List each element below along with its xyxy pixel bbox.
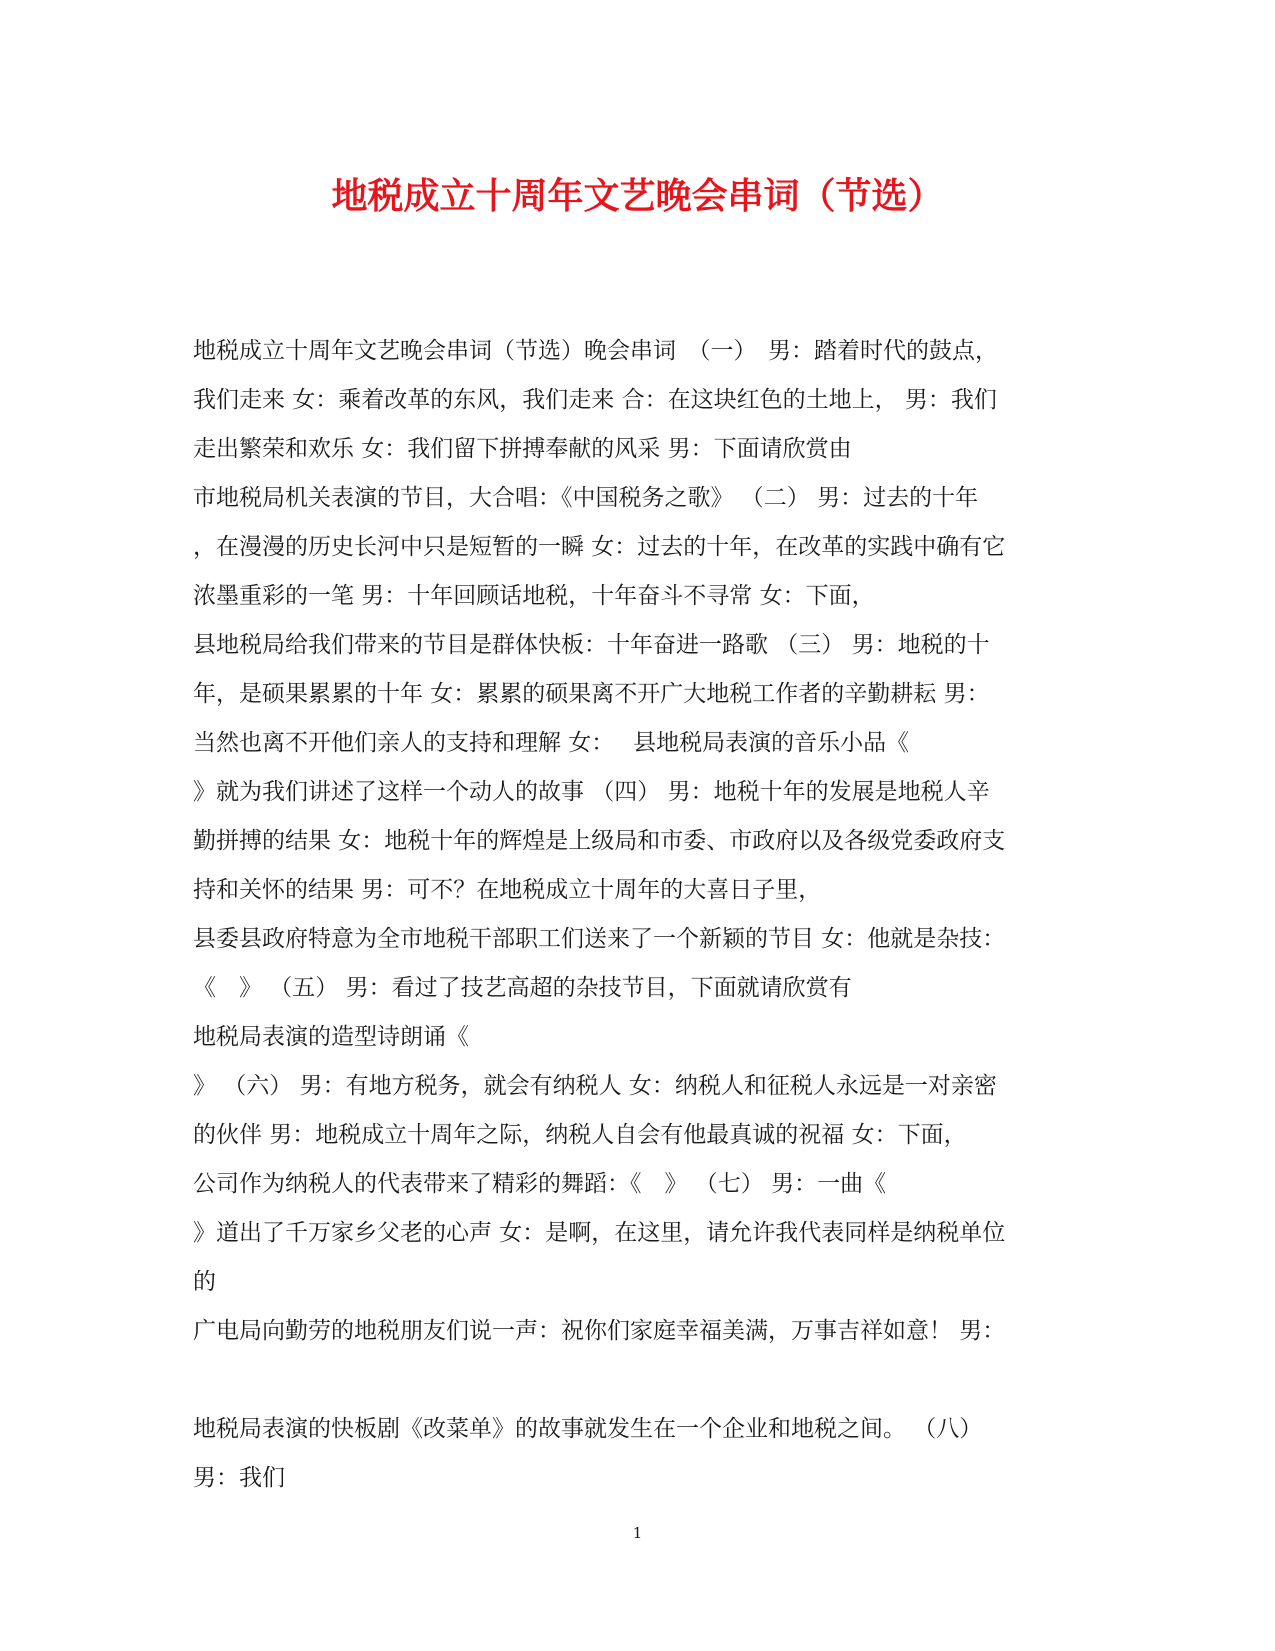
document-title: 地税成立十周年文艺晚会串词（节选） — [331, 175, 944, 217]
document-body — [193, 327, 1093, 1503]
body-line: 勤拼搏的结果 女：地税十年的辉煌是上级局和市委、市政府以及各级党委政府支 — [193, 828, 1006, 854]
body-line: 《 》 （五） 男：看过了技艺高超的杂技节目，下面就请欣赏有 — [193, 975, 852, 1001]
body-line: ，在漫漫的历史长河中只是短暂的一瞬 女：过去的十年，在改革的实践中确有它 — [193, 534, 1006, 560]
body-line: 县地税局给我们带来的节目是群体快板：十年奋进一路歌 （三） 男：地税的十 — [193, 632, 990, 658]
body-line: 的 — [193, 1269, 216, 1295]
body-line: 浓墨重彩的一笔 男：十年回顾话地税，十年奋斗不寻常 女：下面， — [193, 583, 875, 609]
body-line: 县委县政府特意为全市地税干部职工们送来了一个新颖的节目 女：他就是杂技： — [193, 926, 1006, 952]
body-line: 》道出了千万家乡父老的心声 女：是啊，在这里，请允许我代表同样是纳税单位 — [193, 1220, 1006, 1246]
body-line: 市地税局机关表演的节目，大合唱：《中国税务之歌》 （二） 男：过去的十年 — [193, 485, 979, 511]
body-line: 当然也离不开他们亲人的支持和理解 女： 县地税局表演的音乐小品《 — [193, 730, 910, 756]
body-line: 地税局表演的快板剧《改菜单》的故事就发生在一个企业和地税之间。 （八） — [193, 1416, 983, 1442]
body-line: 》 （六） 男：有地方税务，就会有纳税人 女：纳税人和征税人永远是一对亲密 — [193, 1073, 997, 1099]
page-number: 1 — [632, 1524, 643, 1542]
body-line: 持和关怀的结果 男：可不？在地税成立十周年的大喜日子里， — [193, 877, 822, 903]
body-line: 男：我们 — [193, 1465, 285, 1491]
body-line: 我们走来 女：乘着改革的东风，我们走来 合：在这块红色的土地上， 男：我们 — [193, 387, 997, 413]
body-line: 地税成立十周年文艺晚会串词（节选）晚会串词 （一） 男：踏着时代的鼓点， — [193, 338, 998, 364]
body-line: 走出繁荣和欢乐 女：我们留下拼搏奉献的风采 男：下面请欣赏由 — [193, 436, 852, 462]
body-line: 》就为我们讲述了这样一个动人的故事 （四） 男：地税十年的发展是地税人辛 — [193, 779, 990, 805]
body-line: 年，是硕果累累的十年 女：累累的硕果离不开广大地税工作者的辛勤耕耘 男： — [193, 681, 990, 707]
body-line: 公司作为纳税人的代表带来了精彩的舞蹈：《 》 （七） 男：一曲《 — [193, 1171, 887, 1197]
body-line: 的伙伴 男：地税成立十周年之际，纳税人自会有他最真诚的祝福 女：下面， — [193, 1122, 967, 1148]
body-line: 地税局表演的造型诗朗诵《 — [193, 1024, 469, 1050]
body-line: 广电局向勤劳的地税朋友们说一声：祝你们家庭幸福美满，万事吉祥如意！ 男： — [193, 1318, 1006, 1344]
